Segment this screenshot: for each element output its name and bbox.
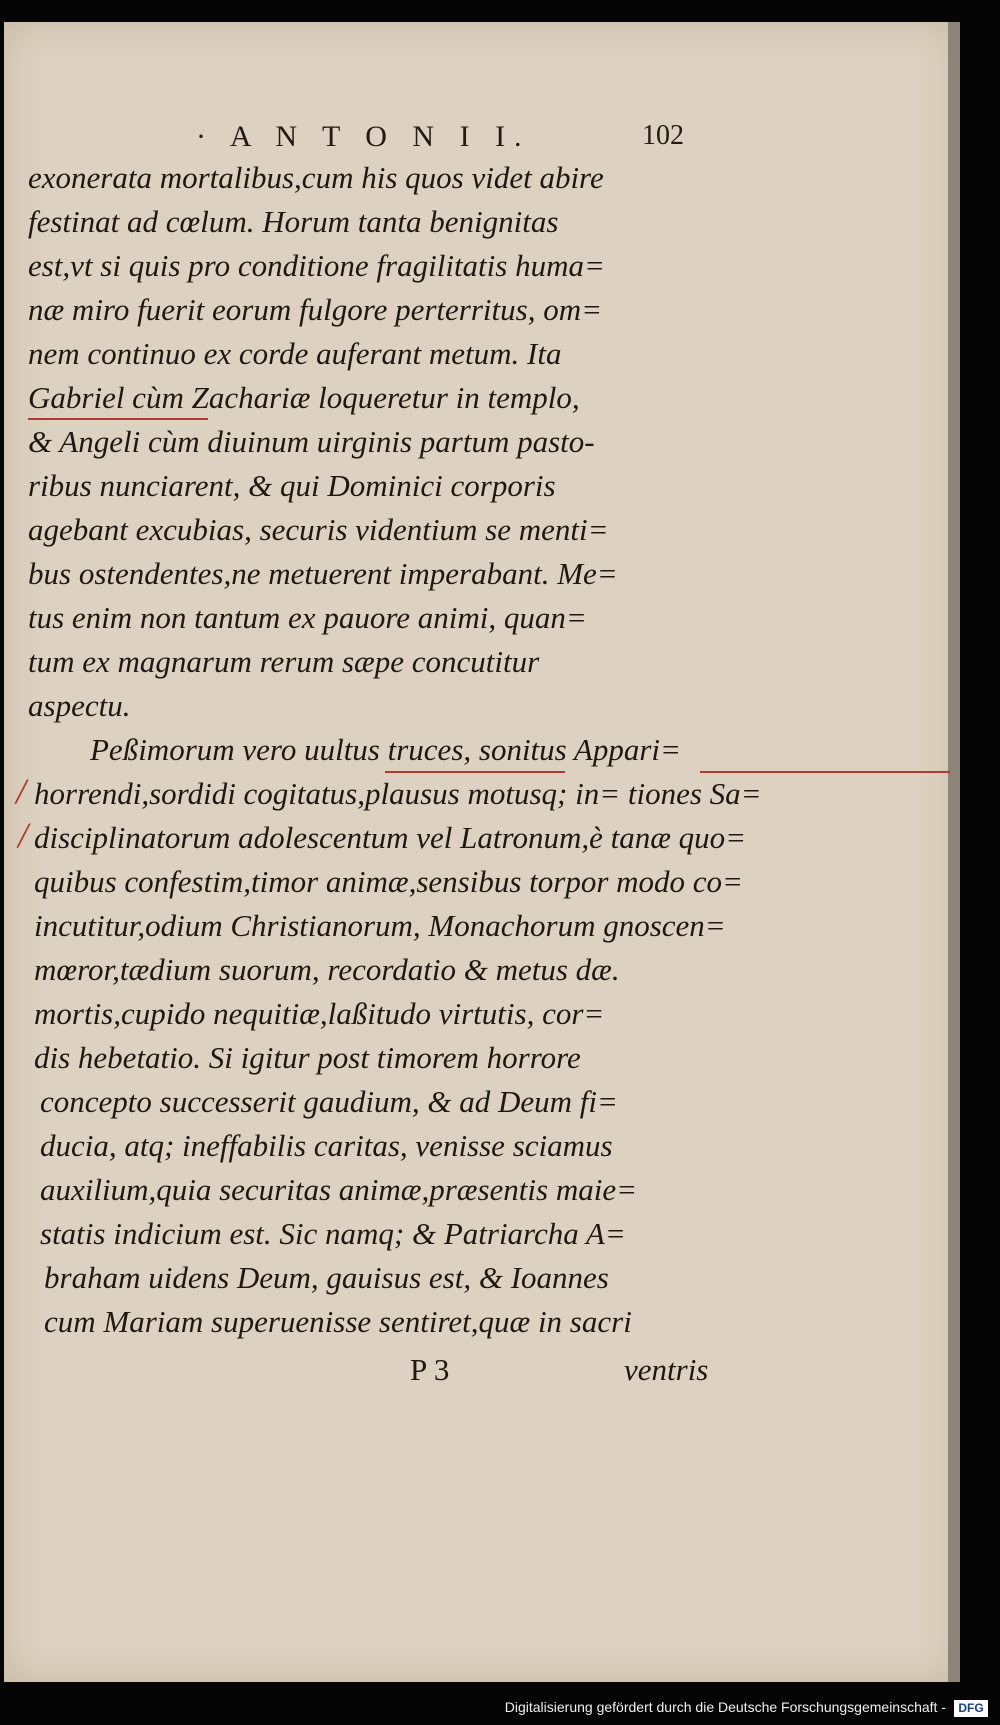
red-underline: [385, 771, 565, 773]
red-underline: [700, 771, 950, 773]
text-line: mœror,tædium suorum, recordatio & metus dæ.: [34, 952, 620, 987]
page-header: [0, 120, 952, 160]
text-line: exonerata mortalibus,cum his quos videt abire: [28, 160, 604, 195]
text-line: braham uidens Deum, gauisus est, & Ioannes: [44, 1260, 609, 1295]
text-line: næ miro fuerit eorum fulgore perterritus, om=: [28, 292, 603, 327]
text-line: ribus nunciarent, & qui Dominici corporis: [28, 468, 556, 503]
text-line: mortis,cupido nequitiæ,laßitudo virtutis, cor=: [34, 996, 605, 1031]
text-line: auxilium,quia securitas animæ,præsentis maie=: [40, 1172, 637, 1207]
text-line: est,vt si quis pro conditione fragilitatis huma=: [28, 248, 605, 283]
signature-mark: P 3: [410, 1352, 450, 1387]
text-line: incutitur,odium Christianorum, Monachorum gnoscen=: [34, 908, 726, 943]
red-underline: [28, 418, 208, 420]
text-line: horrendi,sordidi cogitatus,plausus motusq; in= tiones Sa=: [34, 776, 762, 811]
text-line: cum Mariam superuenisse sentiret,quæ in sacri: [44, 1304, 632, 1339]
text-line: & Angeli cùm diuinum uirginis partum pasto-: [28, 424, 595, 459]
text-line: statis indicium est. Sic namq; & Patriarcha A=: [40, 1216, 626, 1251]
text-line: dis hebetatio. Si igitur post timorem horrore: [34, 1040, 581, 1075]
running-title: · A N T O N I I.: [196, 120, 531, 153]
catchword: ventris: [624, 1352, 709, 1387]
text-line: agebant excubias, securis videntium se menti=: [28, 512, 609, 547]
text-line: Peßimorum vero uultus truces, sonitus Appari=: [90, 732, 681, 767]
margin-mark: /: [16, 771, 27, 811]
text-line: aspectu.: [28, 688, 131, 723]
text-line: nem continuo ex corde auferant metum. Ita: [28, 336, 562, 371]
text-line: ducia, atq; ineffabilis caritas, venisse sciamus: [40, 1128, 613, 1163]
text-line: quibus confestim,timor animæ,sensibus torpor modo co=: [34, 864, 743, 899]
text-line: festinat ad cœlum. Horum tanta benignitas: [28, 204, 559, 239]
text-line: disciplinatorum adolescentum vel Latronum,è tanæ quo=: [34, 820, 747, 855]
digitization-credit: Digitalisierung gefördert durch die Deutsche Forschungsgemeinschaft -: [504, 1699, 946, 1715]
page-number: 102: [642, 120, 684, 151]
text-line: tum ex magnarum rerum sæpe concutitur: [28, 644, 540, 679]
text-line: concepto successerit gaudium, & ad Deum fi=: [40, 1084, 618, 1119]
page-edge: [948, 22, 960, 1682]
margin-mark: /: [18, 815, 29, 855]
text-line: bus ostendentes,ne metuerent imperabant. Me=: [28, 556, 618, 591]
dfg-logo: DFG: [954, 1700, 988, 1717]
text-line: Gabriel cùm Zachariæ loqueretur in templo,: [28, 380, 580, 415]
text-line: tus enim non tantum ex pauore animi, quan=: [28, 600, 587, 635]
